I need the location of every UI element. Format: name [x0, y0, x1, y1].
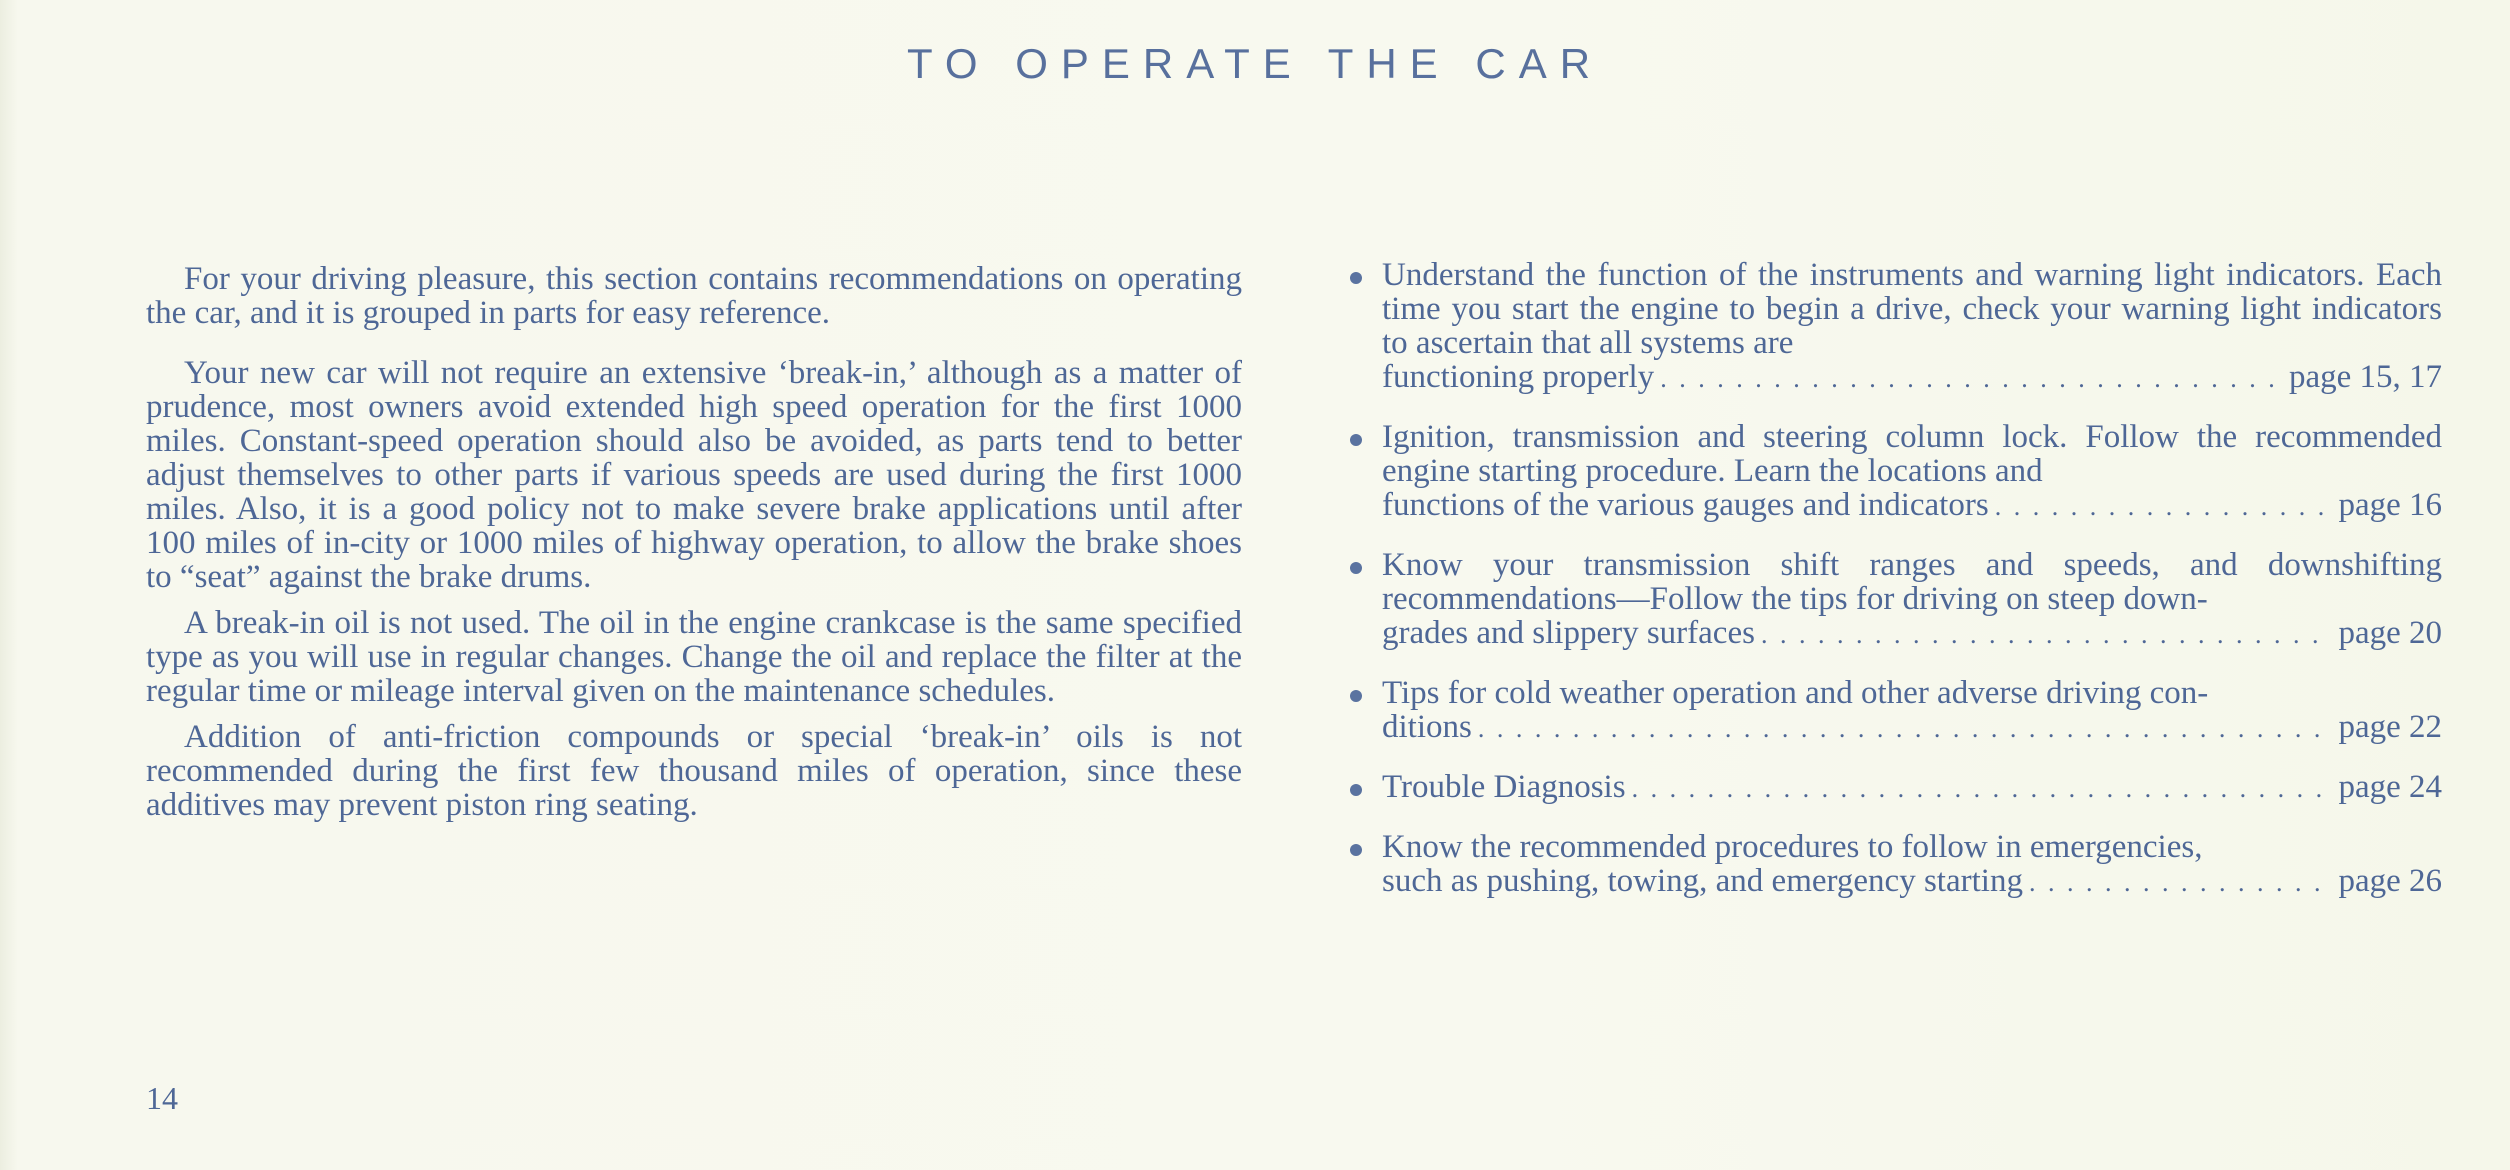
list-item-text: Tips for cold weather operation and other adverse driving con- [1382, 675, 2209, 711]
toc-line [1382, 616, 2442, 652]
list-item [1344, 420, 2442, 524]
bullet-icon [1350, 434, 1362, 446]
page-reference: page 26 [2338, 863, 2442, 899]
dot-leader [2029, 864, 2333, 900]
page-reference: page 16 [2338, 487, 2442, 523]
toc-entry-text: Trouble Diagnosis [1382, 769, 1626, 805]
toc-entry-text: such as pushing, towing, and emergency starting [1382, 863, 2023, 899]
page-reference: page 22 [2338, 709, 2442, 745]
dot-leader [1632, 770, 2333, 806]
intro-column [146, 262, 1242, 822]
list-item-text: Know your transmission shift ranges and speeds, and downshifting recommendations—Follow the tips for driving on steep down- [1382, 547, 2442, 617]
toc-line [1382, 488, 2442, 524]
list-item [1344, 830, 2442, 900]
list-item [1344, 770, 2442, 806]
toc-entry-text: grades and slippery surfaces [1382, 615, 1755, 651]
bullet-icon [1350, 690, 1362, 702]
toc-entry-text: ditions [1382, 709, 1472, 745]
list-item-text: Ignition, transmission and steering column lock. Follow the recommended engine starting procedure. Learn the locations and [1382, 419, 2442, 489]
page-title: TO OPERATE THE CAR [906, 40, 1604, 87]
bullet-icon [1350, 784, 1362, 796]
page-reference: page 15, 17 [2288, 359, 2442, 395]
list-item-text: Understand the function of the instruments and warning light indicators. Each time you start the engine to begin a drive, check your warning light indicators to ascertain that all systems are [1382, 257, 2442, 361]
break-in-paragraph: Your new car will not require an extensive ‘break-in,’ although as a matter of prudence, most owners avoid extended high speed operation for the first 1000 miles. Constant-speed operation should also be avoided, as parts tend to better adjust themselves to other parts if various speeds are used during the first 1000 miles. Also, it is a good policy not to make severe brake applications until after 100 miles of in-city or 1000 miles of highway operation, to allow the brake shoes to “seat” against the brake drums. [146, 355, 1242, 595]
page-reference: page 24 [2338, 769, 2442, 805]
list-item [1344, 548, 2442, 652]
page-reference: page 20 [2338, 615, 2442, 651]
bullet-icon [1350, 272, 1362, 284]
toc-line [1382, 864, 2442, 900]
list-item [1344, 676, 2442, 746]
additives-paragraph: Addition of anti-friction compounds or special ‘break-in’ oils is not recommended during the first few thousand miles of operation, since these additives may prevent piston ring seating. [146, 719, 1242, 823]
list-item-text: Know the recommended procedures to follow in emergencies, [1382, 829, 2203, 865]
bullet-icon [1350, 844, 1362, 856]
dot-leader [1995, 488, 2333, 524]
dot-leader [1660, 360, 2283, 396]
toc-line [1382, 770, 2442, 806]
topics-list [1344, 258, 2442, 924]
intro-paragraph: For your driving pleasure, this section contains recommendations on operating the car, and it is grouped in parts for easy reference. [146, 261, 1242, 331]
page-number: 14 [146, 1080, 178, 1116]
dot-leader [1761, 616, 2333, 652]
break-in-oil-paragraph: A break-in oil is not used. The oil in the engine crankcase is the same specified type as you will use in regular changes. Change the oil and replace the filter at the regular time or mileage interval given on the maintenance schedules. [146, 605, 1242, 709]
toc-entry-text: functions of the various gauges and indicators [1382, 487, 1989, 523]
toc-line [1382, 360, 2442, 396]
list-item [1344, 258, 2442, 396]
toc-entry-text: functioning properly [1382, 359, 1655, 395]
bullet-icon [1350, 562, 1362, 574]
toc-line [1382, 710, 2442, 746]
dot-leader [1478, 710, 2333, 746]
